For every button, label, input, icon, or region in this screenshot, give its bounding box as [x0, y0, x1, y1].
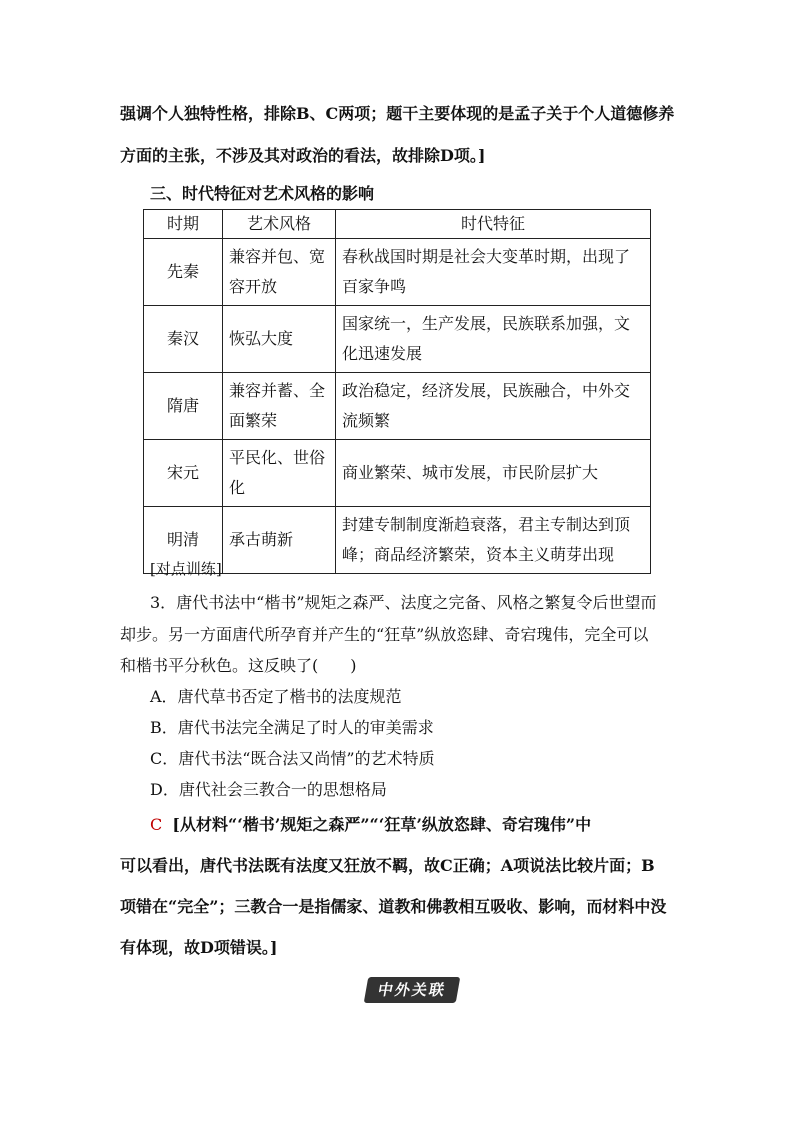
- option-a: A．唐代草书否定了楷书的法度规范: [150, 687, 402, 706]
- feature-cell: 政治稳定，经济发展，民族融合，中外交 流频繁: [336, 373, 651, 440]
- period-cell: 隋唐: [144, 373, 223, 440]
- intro-line-2: 方面的主张，不涉及其对政治的看法，故排除D项。]: [120, 146, 486, 165]
- table-row: [144, 373, 651, 440]
- style-cell: 兼容并包、宽 容开放: [223, 239, 336, 306]
- period-cell: 宋元: [144, 440, 223, 507]
- section-badge: 中外关联: [364, 977, 461, 1003]
- style-cell: 恢弘大度: [223, 306, 336, 373]
- table-row: [144, 239, 651, 306]
- period-cell: 秦汉: [144, 306, 223, 373]
- intro-line-1: 强调个人独特性格，排除B、C两项；题干主要体现的是孟子关于个人道德修养: [120, 104, 675, 123]
- style-cell: 承古萌新: [223, 507, 336, 574]
- answer-line-2: 可以看出，唐代书法既有法度又狂放不羁，故C正确；A项说法比较片面；B: [120, 856, 655, 875]
- feature-cell: 春秋战国时期是社会大变革时期，出现了 百家争鸣: [336, 239, 651, 306]
- answer-line-4: 有体现，故D项错误。]: [120, 938, 278, 957]
- header-feature: 时代特征: [336, 210, 651, 239]
- table-row: [144, 306, 651, 373]
- period-cell: 先秦: [144, 239, 223, 306]
- answer-line-3: 项错在“完全”；三教合一是指儒家、道教和佛教相互吸收、影响，而材料中没: [120, 897, 667, 916]
- header-period: 时期: [144, 210, 223, 239]
- option-b: B．唐代书法完全满足了时人的审美需求: [150, 718, 434, 737]
- question-line-2: 却步。另一方面唐代所孕育并产生的“狂草”纵放恣肆、奇宕瑰伟，完全可以: [120, 625, 649, 644]
- period-cell: 明清: [144, 507, 223, 574]
- training-label: [对点训练]: [150, 560, 222, 578]
- table-header-row: [144, 210, 651, 239]
- answer-line-1: C [从材料“‘楷书’规矩之森严”“‘狂草’纵放恣肆、奇宕瑰伟”中: [150, 815, 592, 834]
- table-row: [144, 440, 651, 507]
- section-heading: 三、时代特征对艺术风格的影响: [150, 184, 375, 203]
- style-cell: 兼容并蓄、全 面繁荣: [223, 373, 336, 440]
- era-art-table: [143, 209, 651, 574]
- option-d: D．唐代社会三教合一的思想格局: [150, 780, 387, 799]
- feature-cell: 国家统一，生产发展，民族联系加强，文 化迅速发展: [336, 306, 651, 373]
- question-line-3: 和楷书平分秋色。这反映了( ): [120, 656, 357, 675]
- style-cell: 平民化、世俗 化: [223, 440, 336, 507]
- feature-cell: 商业繁荣、城市发展，市民阶层扩大: [336, 440, 651, 507]
- answer-letter: C: [150, 815, 163, 834]
- question-line-1: 3．唐代书法中“楷书”规矩之森严、法度之完备、风格之繁复令后世望而: [150, 593, 657, 612]
- header-style: 艺术风格: [223, 210, 336, 239]
- option-c: C．唐代书法“既合法又尚情”的艺术特质: [150, 749, 435, 768]
- feature-cell: 封建专制制度渐趋衰落，君主专制达到顶 峰；商品经济繁荣，资本主义萌芽出现: [336, 507, 651, 574]
